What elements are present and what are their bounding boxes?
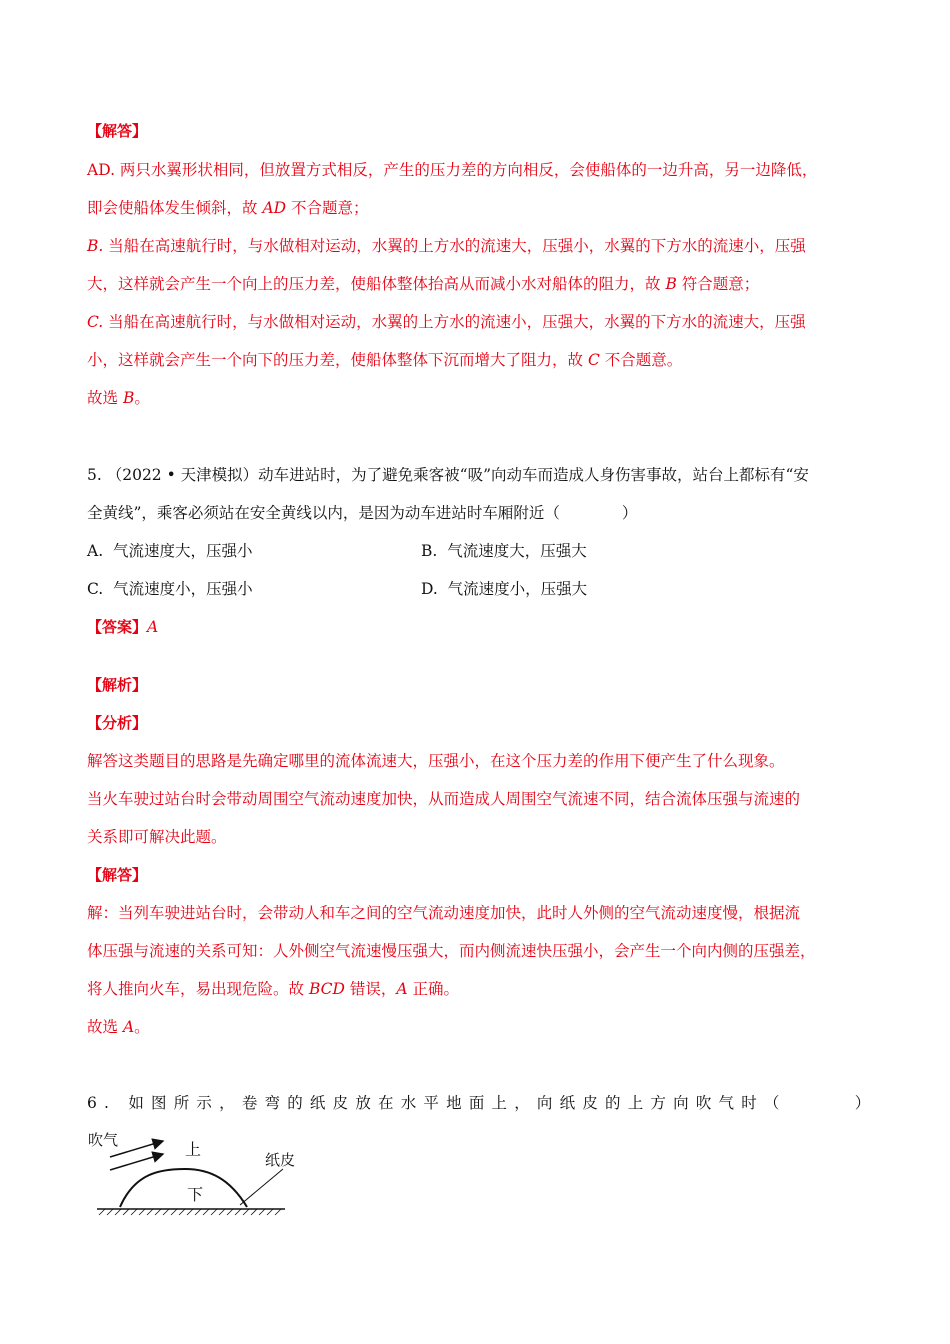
q5-option-b: B. 气流速度大，压强大 [421,542,587,560]
jieda-line-1: 解：当列车驶进站台时，会带动人和车之间的空气流动速度加快，此时人外侧的空气流动速度慢，根据流 [87,904,801,922]
q5-option-d: D. 气流速度小，压强大 [421,580,588,598]
sec1-line-5: C. 当船在高速航行时，与水做相对运动，水翼的上方水的流速小，压强大，水翼的下方水的流速大，压强 [87,313,806,331]
jieda-line-3: 将人推向火车，易出现危险。故 BCD 错误，A 正确。 [87,980,459,998]
jieda-tag-1: 【解答】 [87,122,148,140]
ground-hatch [99,1209,281,1215]
down-label: 下 [187,1185,204,1204]
sec1-line-3: B. 当船在高速航行时，与水做相对运动，水翼的上方水的流速大，压强小，水翼的下方水的流速小，压强 [87,237,806,255]
jieda-line-4: 故选 A。 [87,1018,150,1036]
paper-label: 纸皮 [264,1151,295,1169]
sec1-line-6: 小，这样就会产生一个向下的压力差，使船体整体下沉而增大了阻力，故 C 不合题意。 [87,351,683,369]
q5-answer: 【答案】A [87,618,159,636]
jieda-tag-2: 【解答】 [87,866,148,884]
q5-option-c: C. 气流速度小，压强小 [87,580,253,598]
paper-pointer-line [240,1169,283,1205]
fenxi-line-3: 关系即可解决此题。 [87,828,227,846]
sec1-line-7: 故选 B。 [87,389,150,407]
q5-option-a: A. 气流速度大，压强小 [87,542,253,560]
paper-figure [85,1125,295,1220]
fenxi-line-1: 解答这类题目的思路是先确定哪里的流体流速大，压强小，在这个压力差的作用下便产生了什么现象。 [87,752,785,770]
curved-paper [120,1169,247,1207]
sec1-line-2: 即会使船体发生倾斜，故 AD 不合题意； [87,199,369,217]
blow-arrow-2 [110,1154,163,1170]
jiexi-tag: 【解析】 [87,676,148,694]
q6-stem: 6. 如图所示，卷弯的纸皮放在水平地面上，向纸皮的上方向吹气时（ ） [87,1094,878,1112]
fenxi-tag: 【分析】 [87,714,148,732]
q5-stem-line-2: 全黄线”，乘客必须站在安全黄线以内，是因为动车进站时车厢附近（ ） [87,504,638,522]
up-label: 上 [185,1140,202,1159]
jieda-line-2: 体压强与流速的关系可知：人外侧空气流速慢压强大，而内侧流速快压强小，会产生一个向内侧的压强差， [87,942,816,960]
q5-stem-line-1: 5. （2022 • 天津模拟）动车进站时，为了避免乘客被“吸”向动车而造成人身伤害事故，站台上都标有“安 [87,466,809,484]
blow-label: 吹气 [88,1131,119,1149]
sec1-line-1: AD. 两只水翼形状相同，但放置方式相反，产生的压力差的方向相反，会使船体的一边升高，另一边降低， [87,161,818,179]
fenxi-line-2: 当火车驶过站台时会带动周围空气流动速度加快，从而造成人周围空气流速不同，结合流体压强与流速的 [87,790,801,808]
sec1-line-4: 大，这样就会产生一个向上的压力差，使船体整体抬高从而减小水对船体的阻力，故 B 符合题意； [87,275,760,293]
